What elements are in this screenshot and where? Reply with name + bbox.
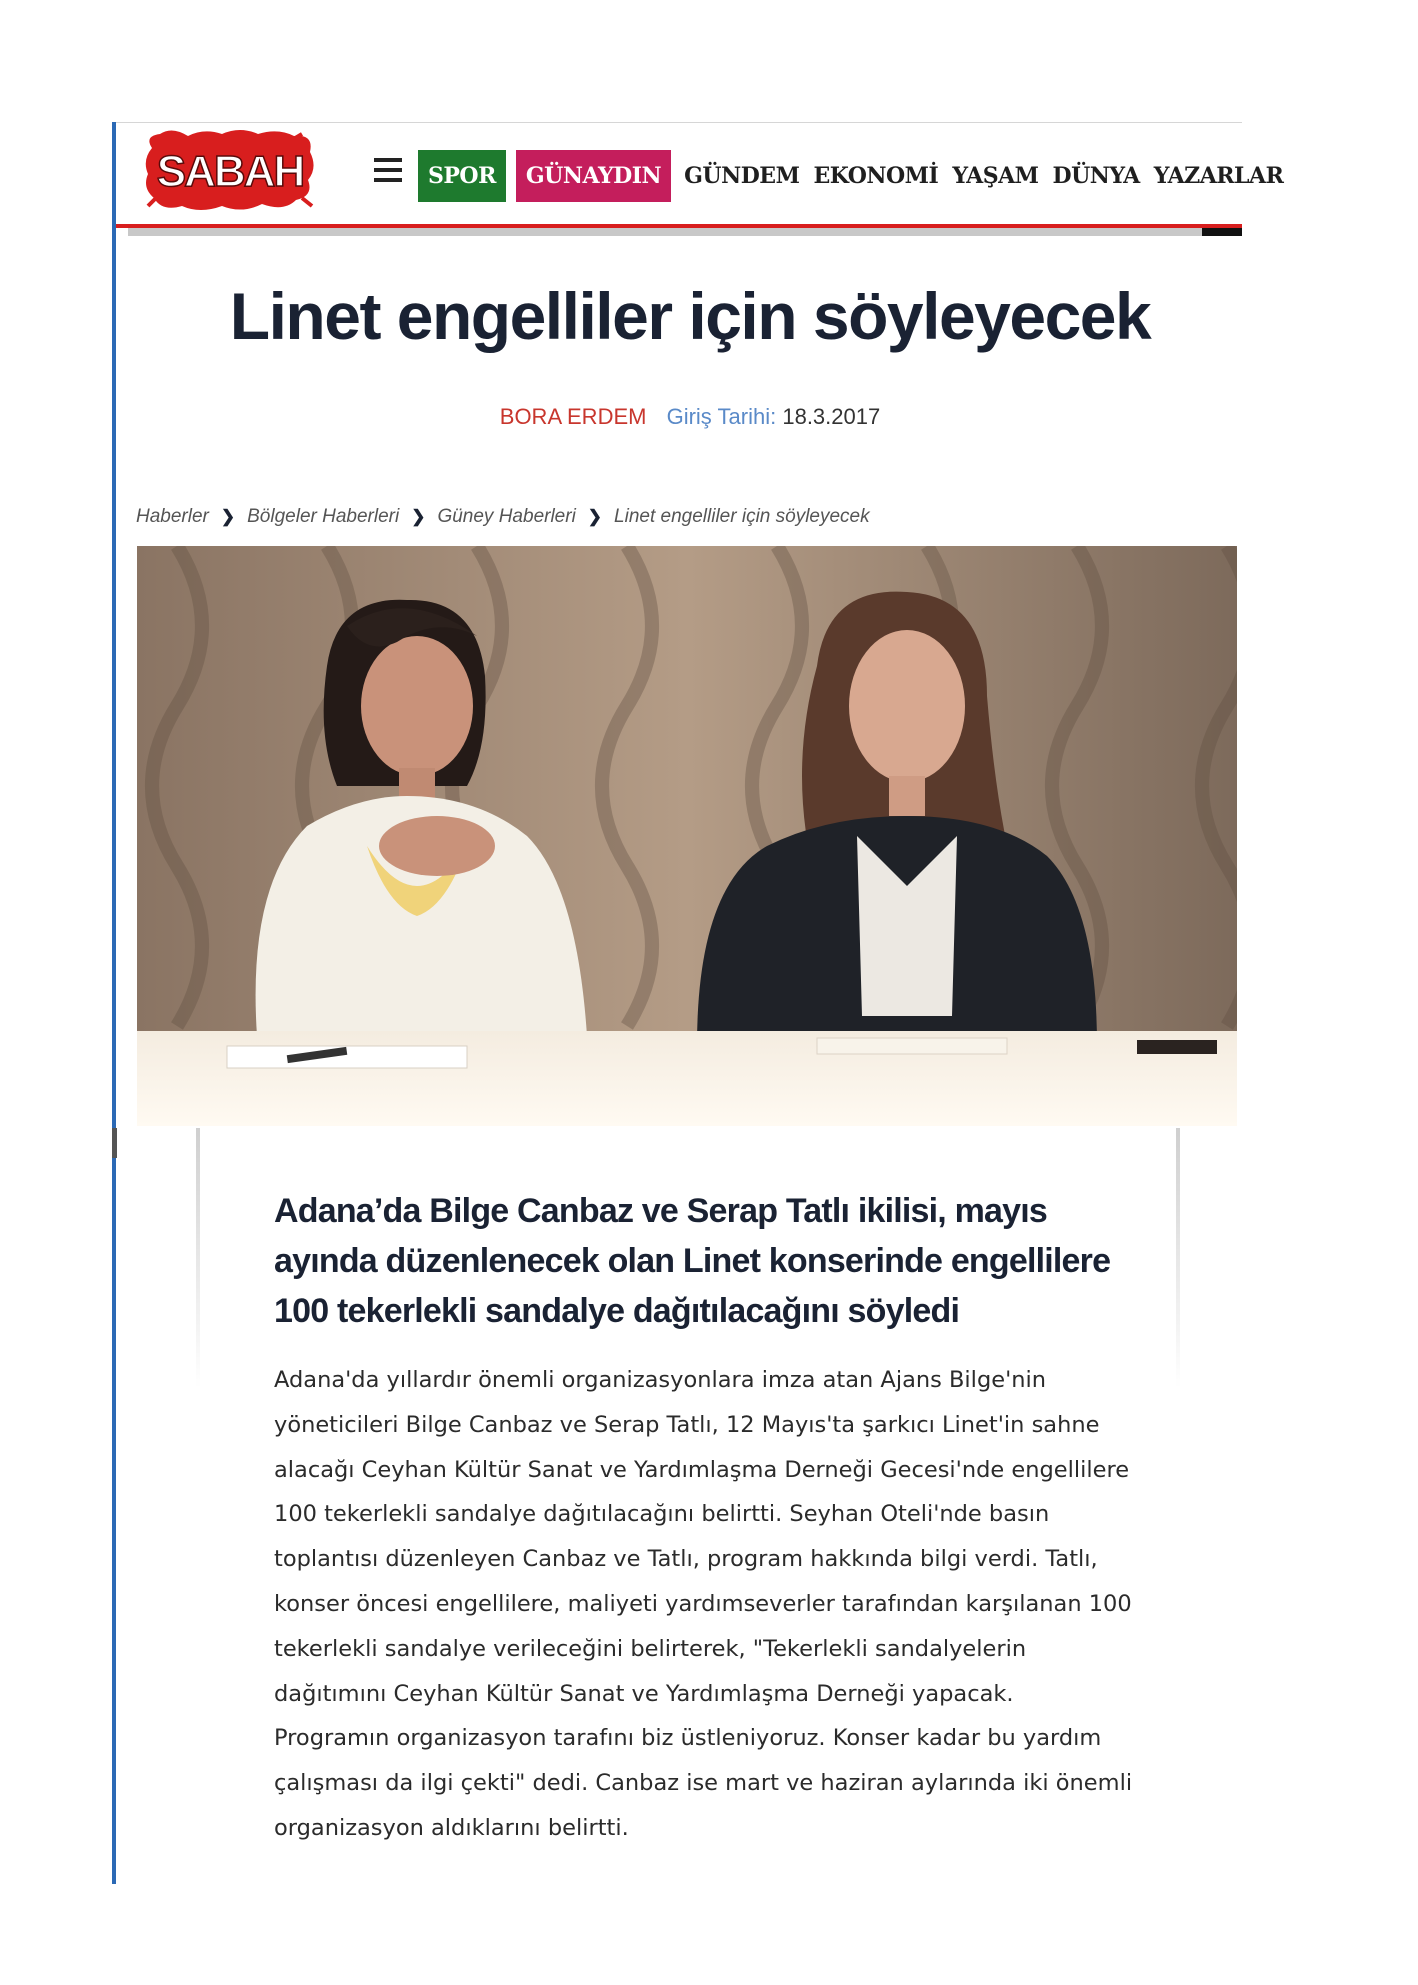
breadcrumb-chevron-icon: ❯ — [587, 507, 603, 526]
article-body: Adana'da yıllardır önemli organizasyonlara imza atan Ajans Bilge'nin yöneticileri Bilge Canbaz ve Serap Tatlı, 12 Mayıs'ta şarkıcı Linet'in sahne alacağı Ceyhan Kültür Sanat ve Yardımlaşma Derneği Gecesi'nde engellilere 100 tekerlekli sandalye dağıtılacağını belirtti. Seyhan Oteli'nde basın toplantısı düzenleyen Canbaz ve Tatlı, program hakkında bilgi verdi. Tatlı, konser öncesi engellilere, maliyeti yardımseverler tarafından karşılanan 100 tekerlekli sandalye verileceğini belirterek, "Tekerlekli sandalyelerin dağıtımını Ceyhan Kültür Sanat ve Yardımlaşma Derneği yapacak. Programın organizasyon tarafını biz üstleniyoruz. Konser kadar bu yardım çalışması da ilgi çekti" dedi. Canbaz ise mart ve haziran aylarında iki önemli organizasyon aldıklarını belirtti. — [274, 1367, 1133, 1841]
main-nav — [418, 150, 1290, 202]
nav-item-spor[interactable]: SPOR — [418, 150, 506, 202]
left-edge-mark — [112, 1128, 117, 1158]
article-lead: Adana’da Bilge Canbaz ve Serap Tatlı ikilisi, mayıs ayında düzenlenecek olan Linet konserinde engellilere 100 tekerlekli sandalye dağıtılacağını söyledi — [274, 1192, 1111, 1330]
article-title: Linet engelliler için söyleyecek — [229, 279, 1151, 353]
nav-item-dunya[interactable]: DÜNYA — [1052, 163, 1140, 189]
header-shadow-bar — [128, 228, 1202, 236]
article-photo — [137, 546, 1237, 1126]
logo-text: SABAH — [156, 147, 304, 196]
date-label: Giriş Tarihi: — [666, 404, 777, 429]
hamburger-menu-icon[interactable] — [374, 158, 402, 184]
breadcrumb-bolgeler-haberleri[interactable]: Bölgeler Haberleri — [247, 506, 400, 527]
page-left-border — [112, 122, 116, 1884]
page-top-border — [116, 122, 1242, 123]
breadcrumb-chevron-icon: ❯ — [411, 507, 426, 526]
card-shadow-right — [1176, 1128, 1180, 1388]
photo-illustration — [137, 546, 1237, 1126]
header-scroll-marker — [1202, 228, 1242, 236]
breadcrumb-chevron-icon: ❯ — [220, 507, 236, 526]
nav-item-gundem[interactable]: GÜNDEM — [684, 163, 800, 189]
article-date: 18.3.2017 — [782, 404, 881, 429]
article-author[interactable]: BORA ERDEM — [499, 404, 647, 429]
nav-item-yasam[interactable]: YAŞAM — [952, 163, 1039, 189]
nav-item-gunaydin[interactable]: GÜNAYDIN — [516, 150, 671, 202]
breadcrumb — [136, 506, 870, 528]
sabah-logo[interactable] — [142, 128, 318, 214]
breadcrumb-haberler[interactable]: Haberler — [136, 506, 209, 527]
breadcrumb-guney-haberleri[interactable]: Güney Haberleri — [437, 506, 576, 527]
nav-item-yazarlar[interactable]: YAZARLAR — [1153, 163, 1284, 189]
site-header — [116, 124, 1284, 228]
sabah-logo-graphic — [142, 128, 318, 214]
article-meta — [140, 404, 1240, 430]
card-shadow-left — [196, 1128, 200, 1388]
nav-item-ekonomi[interactable]: EKONOMİ — [813, 163, 939, 189]
breadcrumb-current: Linet engelliler için söyleyecek — [614, 506, 870, 527]
